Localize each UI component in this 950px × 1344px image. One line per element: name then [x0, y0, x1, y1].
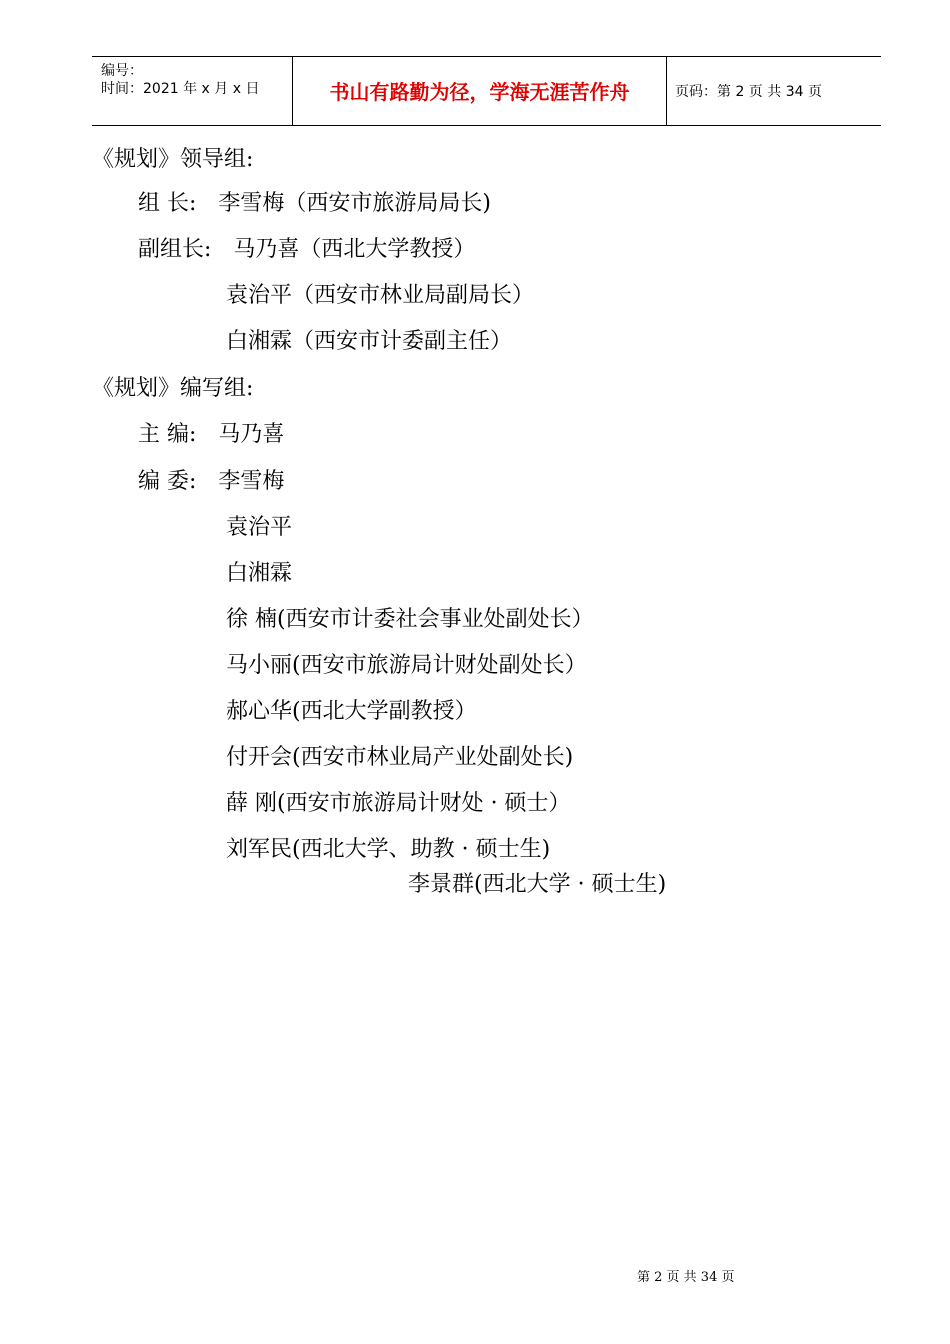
header-slogan-cell — [292, 57, 667, 125]
deputy-name: 袁治平（西安市林业局副局长） — [226, 283, 535, 308]
chief-editor-name: 马乃喜 — [218, 422, 285, 447]
time-label: 时间：2021 年 x 月 x 日 — [101, 81, 260, 97]
leader-label: 组 长: — [138, 191, 197, 216]
editorial-member: 马小丽(西安市旅游局计财处副处长） — [226, 653, 587, 678]
serial-number-label: 编号： — [101, 63, 143, 79]
header-meta-cell — [92, 57, 292, 125]
writing-title: 《规划》编写组: — [92, 376, 254, 401]
header-table — [92, 56, 881, 126]
editorial-member: 白湘霖 — [226, 561, 293, 586]
editorial-member: 袁治平 — [226, 515, 293, 540]
deputy-row — [138, 236, 475, 264]
leader-row — [138, 190, 491, 218]
leader-name: 李雪梅（西安市旅游局局长) — [218, 191, 491, 216]
chief-editor-row — [138, 421, 284, 449]
deputy-name: 白湘霖（西安市计委副主任） — [226, 329, 513, 354]
editorial-member: 付开会(西安市林业局产业处副处长) — [226, 745, 574, 770]
editorial-member: 薛 刚(西安市旅游局计财处 · 硕士） — [226, 791, 571, 816]
editorial-member-row — [138, 468, 284, 496]
editorial-member: 郝心华(西北大学副教授） — [226, 699, 477, 724]
editorial-member: 李雪梅 — [218, 469, 285, 494]
chief-editor-label: 主 编: — [138, 422, 197, 447]
deputy-label: 副组长: — [138, 237, 212, 262]
editorial-members-label: 编 委: — [138, 469, 197, 494]
slogan: 书山有路勤为径，学海无涯苦作舟 — [329, 80, 630, 104]
editorial-member: 刘军民(西北大学、助教 · 硕士生) — [226, 837, 551, 862]
header-page-cell — [666, 57, 881, 125]
editorial-member: 李景群(西北大学 · 硕士生) — [408, 872, 667, 897]
leadership-title: 《规划》领导组: — [92, 147, 254, 172]
page-footer: 第 2 页 共 34 页 — [637, 1270, 735, 1285]
page-number-label: 页码：第 2 页 共 34 页 — [675, 84, 822, 100]
editorial-member: 徐 楠(西安市计委社会事业处副处长） — [226, 607, 594, 632]
deputy-name: 马乃喜（西北大学教授） — [233, 237, 476, 262]
